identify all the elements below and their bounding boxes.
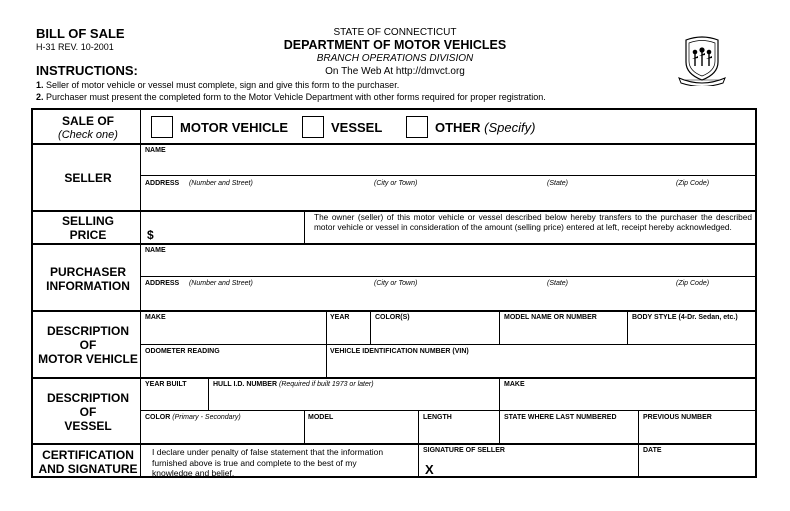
- label-column-divider: [140, 108, 141, 478]
- seller-city-label: (City or Town): [374, 180, 418, 187]
- hull-id-field[interactable]: [213, 393, 493, 407]
- form-number: H-31 REV. 10-2001: [36, 42, 114, 52]
- cell-divider: [627, 310, 628, 344]
- cell-divider: [370, 310, 371, 344]
- price-divider: [304, 210, 305, 243]
- vessel-description-label: DESCRIPTION OF VESSEL: [46, 391, 129, 433]
- seller-name-field[interactable]: [145, 158, 745, 172]
- date-label: DATE: [643, 447, 662, 454]
- vehicle-year-field[interactable]: [330, 326, 366, 340]
- state-name: STATE OF CONNECTICUT: [333, 27, 457, 38]
- vessel-model-label: MODEL: [308, 414, 334, 421]
- row-line: [140, 276, 757, 277]
- vessel-checkbox[interactable]: [302, 116, 324, 138]
- signature-field[interactable]: [440, 462, 632, 476]
- seller-address-label: ADDRESS (Number and Street): [145, 180, 253, 187]
- sale-of-label: SALE OF (Check one): [58, 114, 118, 141]
- declaration-text: I declare under penalty of false statement that the information furnished above is true and complete to the best of my knowledge and belief.: [152, 447, 384, 478]
- vessel-color-label: COLOR (Primary - Secondary): [145, 414, 241, 421]
- seller-state-label: (State): [547, 180, 569, 187]
- vehicle-year-label: YEAR: [330, 314, 350, 321]
- seller-label: SELLER: [64, 171, 112, 185]
- odometer-label: ODOMETER READING: [145, 348, 220, 355]
- previous-number-field[interactable]: [643, 426, 751, 440]
- year-built-field[interactable]: [145, 393, 203, 407]
- vehicle-make-field[interactable]: [145, 326, 321, 340]
- vessel-option-label: VESSEL: [331, 120, 383, 135]
- state-seal-icon: [676, 34, 728, 86]
- vessel-make-field[interactable]: [504, 393, 750, 407]
- row-line: [140, 344, 757, 345]
- seller-name-label: NAME: [145, 147, 166, 154]
- cell-divider: [418, 443, 419, 478]
- vehicle-body-style-field[interactable]: [632, 326, 750, 340]
- cell-divider: [326, 310, 327, 377]
- odometer-field[interactable]: [145, 359, 321, 373]
- website-line: On The Web At http://dmvct.org: [325, 66, 465, 77]
- vehicle-colors-label: COLOR(S): [375, 314, 410, 321]
- cell-divider: [499, 377, 500, 443]
- state-last-numbered-label: STATE WHERE LAST NUMBERED: [504, 414, 617, 421]
- motor-vehicle-checkbox[interactable]: [151, 116, 173, 138]
- section-divider: [31, 310, 757, 312]
- cell-divider: [499, 310, 500, 344]
- instruction-item: 1. Seller of motor vehicle or vessel must complete, sign and give this form to the purchaser.: [36, 80, 400, 90]
- department-name: DEPARTMENT OF MOTOR VEHICLES: [283, 38, 507, 52]
- other-option-label: OTHER (Specify): [435, 120, 536, 135]
- row-line: [140, 410, 757, 411]
- hull-id-label: HULL I.D. NUMBER (Required if built 1973 or later): [213, 381, 374, 388]
- vehicle-colors-field[interactable]: [375, 326, 495, 340]
- purchaser-name-field[interactable]: [145, 258, 745, 272]
- signature-label: SIGNATURE OF SELLER: [423, 447, 505, 454]
- cell-divider: [638, 443, 639, 478]
- vessel-model-field[interactable]: [308, 426, 414, 440]
- section-divider: [31, 143, 757, 145]
- vessel-make-label: MAKE: [504, 381, 525, 388]
- certification-label: CERTIFICATION AND SIGNATURE: [38, 448, 138, 476]
- purchaser-city-label: (City or Town): [374, 280, 418, 287]
- selling-price-label: SELLING PRICE: [61, 214, 114, 242]
- cell-divider: [418, 410, 419, 443]
- purchaser-address-field[interactable]: [145, 292, 745, 306]
- vehicle-make-label: MAKE: [145, 314, 166, 321]
- motor-vehicle-description-label: DESCRIPTION OF MOTOR VEHICLE: [38, 324, 138, 366]
- transfer-statement: The owner (seller) of this motor vehicle or vessel described below hereby transfers to the purchaser the described motor vehicle or vessel in consideration of the amount (selling price) entered at left, receipt hereby acknowledged.: [314, 212, 752, 232]
- year-built-label: YEAR BUILT: [145, 381, 187, 388]
- state-last-numbered-field[interactable]: [504, 426, 634, 440]
- selling-price-field[interactable]: [160, 228, 295, 242]
- purchaser-address-label: ADDRESS (Number and Street): [145, 280, 253, 287]
- vehicle-model-label: MODEL NAME OR NUMBER: [504, 314, 597, 321]
- section-divider: [31, 377, 757, 379]
- date-field[interactable]: [643, 460, 751, 474]
- other-checkbox[interactable]: [406, 116, 428, 138]
- cell-divider: [638, 410, 639, 443]
- purchaser-name-label: NAME: [145, 247, 166, 254]
- cell-divider: [304, 410, 305, 443]
- seller-zip-label: (Zip Code): [676, 180, 710, 187]
- cell-divider: [208, 377, 209, 410]
- vessel-length-label: LENGTH: [423, 414, 452, 421]
- instruction-item: 2. Purchaser must present the completed form to the Motor Vehicle Department with other forms required for proper registration.: [36, 92, 546, 102]
- motor-vehicle-option-label: MOTOR VEHICLE: [180, 120, 289, 135]
- division-name: BRANCH OPERATIONS DIVISION: [316, 53, 474, 64]
- instructions-title: INSTRUCTIONS:: [36, 63, 138, 78]
- purchaser-state-label: (State): [547, 280, 569, 287]
- vessel-length-field[interactable]: [423, 426, 495, 440]
- vin-label: VEHICLE IDENTIFICATION NUMBER (VIN): [330, 348, 469, 355]
- form-title: BILL OF SALE: [36, 26, 125, 41]
- vin-field[interactable]: [330, 359, 750, 373]
- vehicle-model-field[interactable]: [504, 326, 622, 340]
- currency-symbol: $: [147, 228, 154, 242]
- signature-x-mark: X: [425, 462, 434, 477]
- seller-address-field[interactable]: [145, 192, 745, 206]
- section-divider: [31, 243, 757, 245]
- vehicle-body-style-label: BODY STYLE (4-Dr. Sedan, etc.): [632, 314, 738, 321]
- purchaser-label: PURCHASER INFORMATION: [46, 265, 130, 293]
- vessel-color-field[interactable]: [145, 426, 299, 440]
- row-line: [140, 175, 757, 176]
- previous-number-label: PREVIOUS NUMBER: [643, 414, 712, 421]
- purchaser-zip-label: (Zip Code): [676, 280, 710, 287]
- section-divider: [31, 443, 757, 445]
